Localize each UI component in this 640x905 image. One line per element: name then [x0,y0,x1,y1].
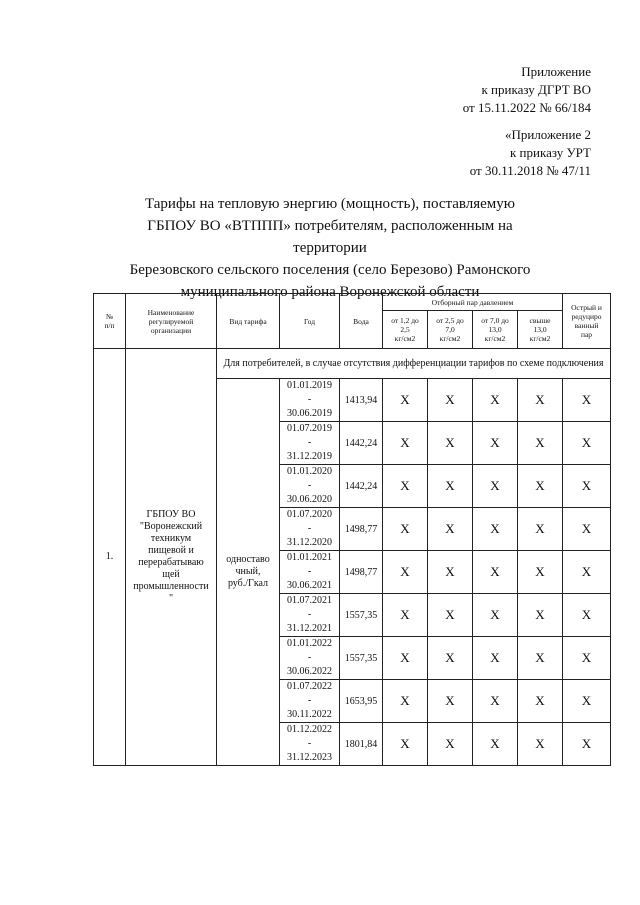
period-dash: - [307,738,312,749]
document-title [120,193,540,303]
header-org [126,294,217,349]
period-dash: - [307,652,312,663]
header-tariff-type: Вид тарифа [217,294,280,349]
appendix-line: к приказу УРТ [509,145,591,160]
steam-cell: X [518,465,563,508]
steam-cell: X [563,723,611,766]
period-to: 30.06.2022 [287,666,332,677]
header-steam-2 [428,311,473,349]
header-text: 13,0 [533,325,547,334]
period-to: 30.06.2020 [287,494,332,505]
period-from: 01.07.2019 [287,423,332,434]
header-text: кг/см2 [394,334,416,343]
steam-cell: X [473,723,518,766]
steam-cell: X [428,637,473,680]
period-to: 31.12.2023 [287,752,332,763]
header-text: организации [150,325,192,335]
period-from: 01.07.2022 [287,681,332,692]
header-year: Год [280,294,340,349]
tariff-type [217,379,280,766]
period-cell [280,594,340,637]
period-dash: - [307,480,312,491]
steam-cell: X [383,723,428,766]
header-text: пар [580,330,593,339]
steam-cell: X [473,637,518,680]
steam-cell: X [473,508,518,551]
period-to: 30.06.2021 [287,580,332,591]
steam-cell: X [563,422,611,465]
header-steam-4 [518,311,563,349]
tariff-type-line: одноставо [226,554,270,565]
steam-cell: X [383,422,428,465]
period-to: 30.11.2022 [287,709,332,720]
tariff-type-line: чный, [235,566,261,577]
org-line: " [168,593,174,604]
header-text: Острый и [571,303,602,312]
header-steam-3 [473,311,518,349]
period-from: 01.12.2022 [287,724,332,735]
appendix-line: к приказу ДГРТ ВО [481,82,591,97]
row-number: 1. [94,349,126,766]
period-to: 31.12.2019 [287,451,332,462]
header-text: Наименование [147,307,195,317]
steam-cell: X [518,551,563,594]
period-dash: - [307,609,312,620]
appendix-line: Приложение [521,64,591,79]
steam-cell: X [473,594,518,637]
organization-name [126,349,217,766]
org-line: пищевой и [148,545,194,556]
period-from: 01.01.2019 [287,380,332,391]
org-line: "Воронежский [139,521,203,532]
tariff-type-line: руб./Гкал [227,578,269,589]
title-line: Тарифы на тепловую энергию (мощность), поставляемую [144,196,516,212]
steam-cell: X [518,680,563,723]
org-line: перерабатываю [138,557,204,568]
steam-cell: X [383,680,428,723]
org-line: щей [162,569,180,580]
period-cell [280,379,340,422]
org-line: промышленности [133,581,209,592]
section-label: Для потребителей, в случае отсутствия дифференциации тарифов по схеме подключения [217,349,611,379]
appendix-line: от 30.11.2018 № 47/11 [469,163,591,178]
steam-cell: X [383,637,428,680]
tariff-table [93,293,611,766]
steam-cell: X [473,379,518,422]
steam-cell: X [428,465,473,508]
header-text: от 7,0 до [481,316,509,325]
steam-cell: X [383,551,428,594]
steam-cell: X [428,508,473,551]
title-line: ГБПОУ ВО «ВТППП» потребителям, расположенным на территории [147,218,513,256]
period-cell [280,422,340,465]
header-text: кг/см2 [529,334,551,343]
steam-cell: X [518,508,563,551]
header-text: кг/см2 [439,334,461,343]
org-line: ГБПОУ ВО [146,509,196,520]
period-to: 31.12.2021 [287,623,332,634]
title-line: Березовского сельского поселения (село Березово) Рамонского [129,262,531,278]
water-value: 1557,35 [340,637,383,680]
period-cell [280,680,340,723]
header-sharp-steam [563,294,611,349]
steam-cell: X [428,422,473,465]
period-dash: - [307,437,312,448]
water-value: 1413,94 [340,379,383,422]
steam-cell: X [473,680,518,723]
steam-cell: X [383,508,428,551]
period-from: 01.07.2020 [287,509,332,520]
period-cell [280,723,340,766]
water-value: 1442,24 [340,422,383,465]
header-text: 13,0 [488,325,502,334]
header-steam-1 [383,311,428,349]
header-text: п/п [104,321,115,330]
header-steam-group: Отборный пар давлением [383,294,563,311]
period-from: 01.07.2021 [287,595,332,606]
steam-cell: X [563,637,611,680]
water-value: 1498,77 [340,551,383,594]
steam-cell: X [428,551,473,594]
header-num [94,294,126,349]
title-line: муниципального района Воронежской области [180,284,480,300]
appendix-line: от 15.11.2022 № 66/184 [462,100,591,115]
header-text: от 1,2 до [391,316,419,325]
period-cell [280,551,340,594]
steam-cell: X [518,637,563,680]
org-line: техникум [150,533,192,544]
steam-cell: X [383,594,428,637]
header-text: 7,0 [445,325,455,334]
water-value: 1498,77 [340,508,383,551]
period-dash: - [307,523,312,534]
steam-cell: X [563,594,611,637]
steam-cell: X [428,594,473,637]
period-from: 01.01.2020 [287,466,332,477]
steam-cell: X [518,379,563,422]
header-text: свыше [529,316,551,325]
water-value: 1557,35 [340,594,383,637]
period-from: 01.01.2021 [287,552,332,563]
period-cell [280,637,340,680]
steam-cell: X [383,465,428,508]
period-to: 31.12.2020 [287,537,332,548]
steam-cell: X [563,680,611,723]
period-cell [280,508,340,551]
steam-cell: X [563,508,611,551]
header-text: 2,5 [400,325,410,334]
header-text: № [105,312,114,321]
steam-cell: X [428,379,473,422]
steam-cell: X [473,465,518,508]
steam-cell: X [563,465,611,508]
header-text: ванный [574,321,599,330]
steam-cell: X [473,551,518,594]
water-value: 1801,84 [340,723,383,766]
steam-cell: X [518,422,563,465]
steam-cell: X [383,379,428,422]
appendix-header-2 [470,126,591,180]
period-to: 30.06.2019 [287,408,332,419]
period-dash: - [307,695,312,706]
header-text: от 2,5 до [436,316,464,325]
steam-cell: X [563,379,611,422]
header-water: Вода [340,294,383,349]
steam-cell: X [428,680,473,723]
period-from: 01.01.2022 [287,638,332,649]
water-value: 1653,95 [340,680,383,723]
period-cell [280,465,340,508]
steam-cell: X [563,551,611,594]
header-text: редуциро [571,312,602,321]
steam-cell: X [473,422,518,465]
steam-cell: X [428,723,473,766]
period-dash: - [307,566,312,577]
header-text: регулируемой [148,316,194,326]
header-text: кг/см2 [484,334,506,343]
water-value: 1442,24 [340,465,383,508]
steam-cell: X [518,723,563,766]
appendix-line: «Приложение 2 [504,127,591,142]
steam-cell: X [518,594,563,637]
appendix-header [463,63,591,117]
period-dash: - [307,394,312,405]
